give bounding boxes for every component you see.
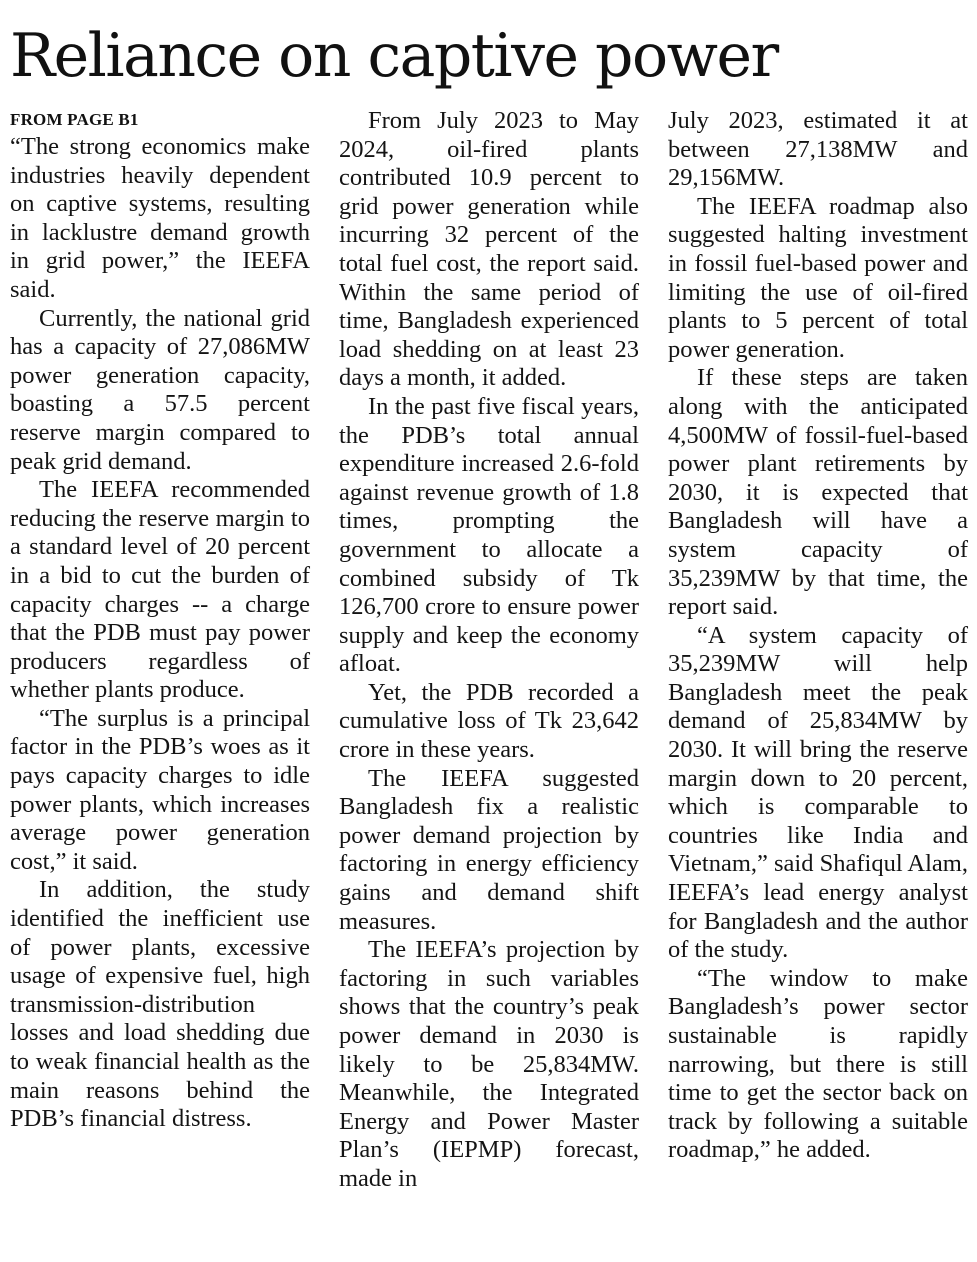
page-jump-label: FROM PAGE B1 — [10, 110, 139, 129]
paragraph: “The strong economics make industries heavily dependent on captive systems, resulting in lacklustre demand growth in grid power,” the IEEFA said. — [10, 133, 310, 303]
article-column-1 — [10, 107, 310, 1134]
paragraph: In addition, the study identified the inefficient use of power plants, excessive usage of expensive fuel, high transmission-distribution losses and load shedding due to weak financial health as the main reasons behind the PDB’s financial distress. — [10, 876, 310, 1133]
paragraph: Currently, the national grid has a capacity of 27,086MW power generation capacity, boasting a 57.5 percent reserve margin compared to peak grid demand. — [10, 304, 310, 475]
article-column-2 — [339, 107, 639, 1194]
paragraph: If these steps are taken along with the anticipated 4,500MW of fossil-fuel-based power plant retirements by 2030, it is expected that Bangladesh will have a system capacity of 35,239MW by that time, the report said. — [668, 364, 968, 621]
paragraph: In the past five fiscal years, the PDB’s total annual expenditure increased 2.6-fold against revenue growth of 1.8 times, prompting the government to allocate a combined subsidy of Tk 126,700 crore to ensure power supply and keep the economy afloat. — [339, 392, 639, 678]
article-column-3 — [668, 107, 968, 1165]
paragraph-continuation: July 2023, estimated it at between 27,138MW and 29,156MW. — [668, 107, 968, 192]
paragraph: From July 2023 to May 2024, oil-fired plants contributed 10.9 percent to grid power generation while incurring 32 percent of the total fuel cost, the report said. Within the same period of time, Bangladesh experienced load shedding on at least 23 days a month, it added. — [339, 107, 639, 392]
paragraph: The IEEFA suggested Bangladesh fix a realistic power demand projection by factoring in energy efficiency gains and demand shift measures. — [339, 764, 639, 935]
paragraph: “The window to make Bangladesh’s power sector sustainable is rapidly narrowing, but there is still time to get the sector back on track by following a suitable roadmap,” he added. — [668, 964, 968, 1164]
paragraph: The IEEFA’s projection by factoring in such variables shows that the country’s peak power demand in 2030 is likely to be 25,834MW. Meanwhile, the Integrated Energy and Power Master Plan’s (IEPMP) forecast, made in — [339, 936, 639, 1192]
paragraph: “The surplus is a principal factor in the PDB’s woes as it pays capacity charges to idle power plants, which increases average power generation cost,” it said. — [10, 704, 310, 875]
paragraph: “A system capacity of 35,239MW will help Bangladesh meet the peak demand of 25,834MW by 2030. It will bring the reserve margin down to 20 percent, which is comparable to countries like India and Vietnam,” said Shafiqul Alam, IEEFA’s lead energy analyst for Bangladesh and the author of the study. — [668, 621, 968, 964]
paragraph: The IEEFA recommended reducing the reserve margin to a standard level of 20 percent in a bid to cut the burden of capacity charges -- a charge that the PDB must pay power producers regardless of whether plants produce. — [10, 476, 310, 704]
paragraph: The IEEFA roadmap also suggested halting investment in fossil fuel-based power and limiting the use of oil-fired plants to 5 percent of total power generation. — [668, 192, 968, 363]
article-headline: Reliance on captive power — [10, 21, 778, 91]
paragraph: Yet, the PDB recorded a cumulative loss of Tk 23,642 crore in these years. — [339, 678, 639, 764]
